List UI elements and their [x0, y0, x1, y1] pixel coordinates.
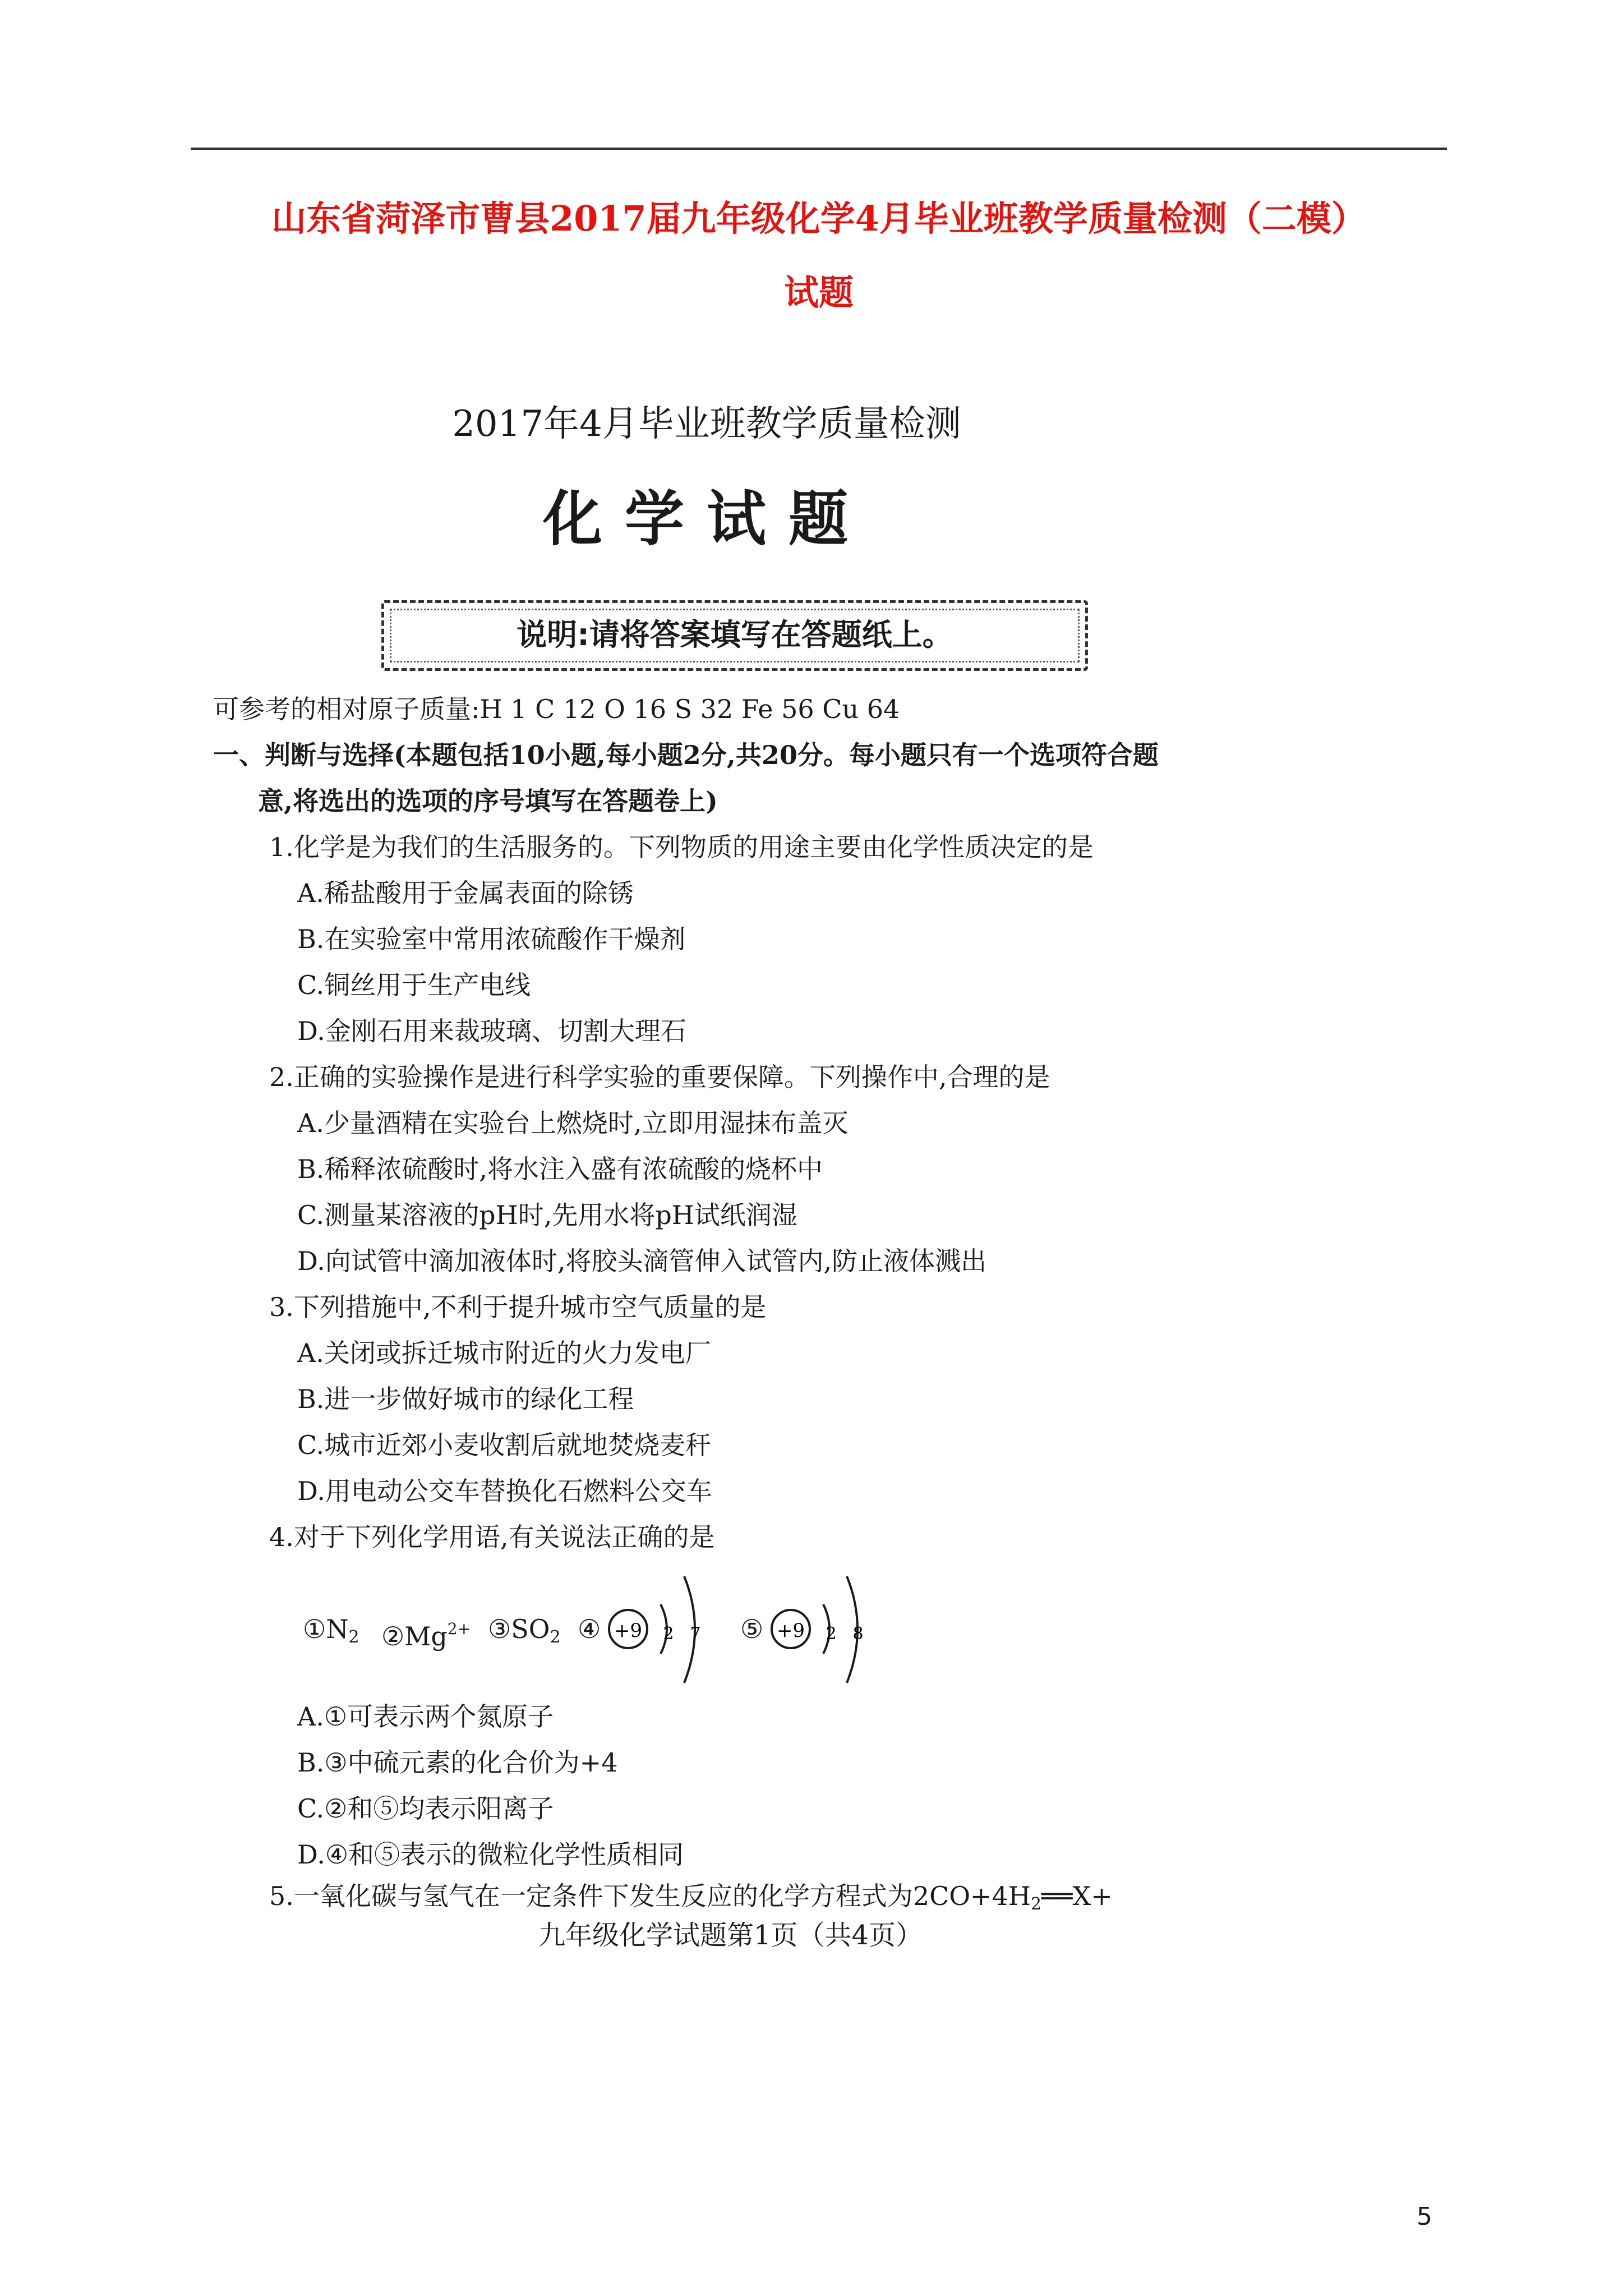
question-2-option-c: C.测量某溶液的pH时,先用水将pH试纸润湿	[297, 1200, 797, 1230]
question-2-option-b: B.稀释浓硫酸时,将水注入盛有浓硫酸的烧杯中	[297, 1154, 823, 1184]
question-2-stem: 2.正确的实验操作是进行科学实验的重要保障。下列操作中,合理的是	[269, 1062, 1050, 1092]
symbol-4-label: ④	[578, 1614, 601, 1644]
question-2-option-d: D.向试管中滴加液体时,将胶头滴管伸入试管内,防止液体溅出	[297, 1246, 987, 1276]
instruction-text: 说明:请将答案填写在答题纸上。	[517, 617, 953, 652]
question-3-option-c: C.城市近郊小麦收割后就地焚烧麦秆	[297, 1430, 712, 1460]
section-heading-line2: 意,将选出的选项的序号填写在答题卷上)	[258, 786, 718, 816]
symbol-mg-ion: $②Mg^{2+}$	[381, 1619, 471, 1651]
question-4-option-d: D.④和⑤表示的微粒化学性质相同	[297, 1839, 684, 1870]
question-3-option-d: D.用电动公交车替换化石燃料公交车	[297, 1476, 712, 1506]
question-1-option-c: C.铜丝用于生产电线	[297, 970, 531, 1000]
question-3-stem: 3.下列措施中,不利于提升城市空气质量的是	[269, 1292, 767, 1322]
atom-structure-4	[606, 1565, 718, 1694]
question-4-option-b: B.③中硫元素的化合价为+4	[297, 1747, 618, 1778]
question-1-option-a: A.稀盐酸用于金属表面的除锈	[297, 878, 634, 908]
question-3-option-a: A.关闭或拆迁城市附近的火力发电厂	[297, 1338, 711, 1368]
question-3-option-b: B.进一步做好城市的绿化工程	[297, 1384, 634, 1414]
page-number: 5	[1417, 2202, 1432, 2231]
symbol-so2: $③SO_2$	[488, 1614, 561, 1647]
exam-page-footer: 九年级化学试题第1页（共4页）	[538, 1920, 923, 1951]
shell-electrons: 2	[826, 1624, 837, 1644]
nucleus-charge: +9	[776, 1619, 805, 1642]
question-4-stem: 4.对于下列化学用语,有关说法正确的是	[269, 1522, 715, 1552]
exam-title: 化学试题	[543, 484, 870, 554]
question-1-option-d: D.金刚石用来裁玻璃、切割大理石	[297, 1016, 686, 1046]
shell-electrons: 2	[663, 1624, 674, 1644]
top-rule	[191, 148, 1447, 150]
atom-structure-5	[768, 1565, 880, 1694]
document-title-line2: 试题	[783, 272, 854, 313]
nucleus-charge: +9	[614, 1619, 643, 1642]
question-4-option-c: C.②和⑤均表示阳离子	[297, 1793, 554, 1824]
question-4-symbols	[303, 1565, 931, 1694]
question-1-option-b: B.在实验室中常用浓硫酸作干燥剂	[297, 924, 686, 954]
shell-electrons: 8	[852, 1624, 864, 1644]
question-4-option-a: A.①可表示两个氮原子	[297, 1701, 554, 1732]
document-title-line1: 山东省菏泽市曹县2017届九年级化学4月毕业班教学质量检测（二模）	[271, 198, 1366, 239]
question-1-stem: 1.化学是为我们的生活服务的。下列物质的用途主要由化学性质决定的是	[269, 832, 1094, 862]
symbol-5-label: ⑤	[740, 1614, 764, 1644]
atomic-masses: 可参考的相对原子质量:H 1 C 12 O 16 S 32 Fe 56 Cu 64	[213, 694, 900, 724]
symbol-n2: $①N_2$	[303, 1614, 359, 1647]
question-2-option-a: A.少量酒精在实验台上燃烧时,立即用湿抹布盖灭	[297, 1108, 849, 1138]
shell-electrons: 7	[690, 1624, 701, 1644]
question-5-stem: 5.一氧化碳与氢气在一定条件下发生反应的化学方程式为$2CO+4H_2══X+$	[269, 1881, 1113, 1914]
instruction-box	[381, 600, 1088, 671]
section-heading-line1: 一、判断与选择(本题包括10小题,每小题2分,共20分。每小题只有一个选项符合题	[213, 740, 1159, 770]
exam-header: 2017年4月毕业班教学质量检测	[452, 403, 961, 445]
